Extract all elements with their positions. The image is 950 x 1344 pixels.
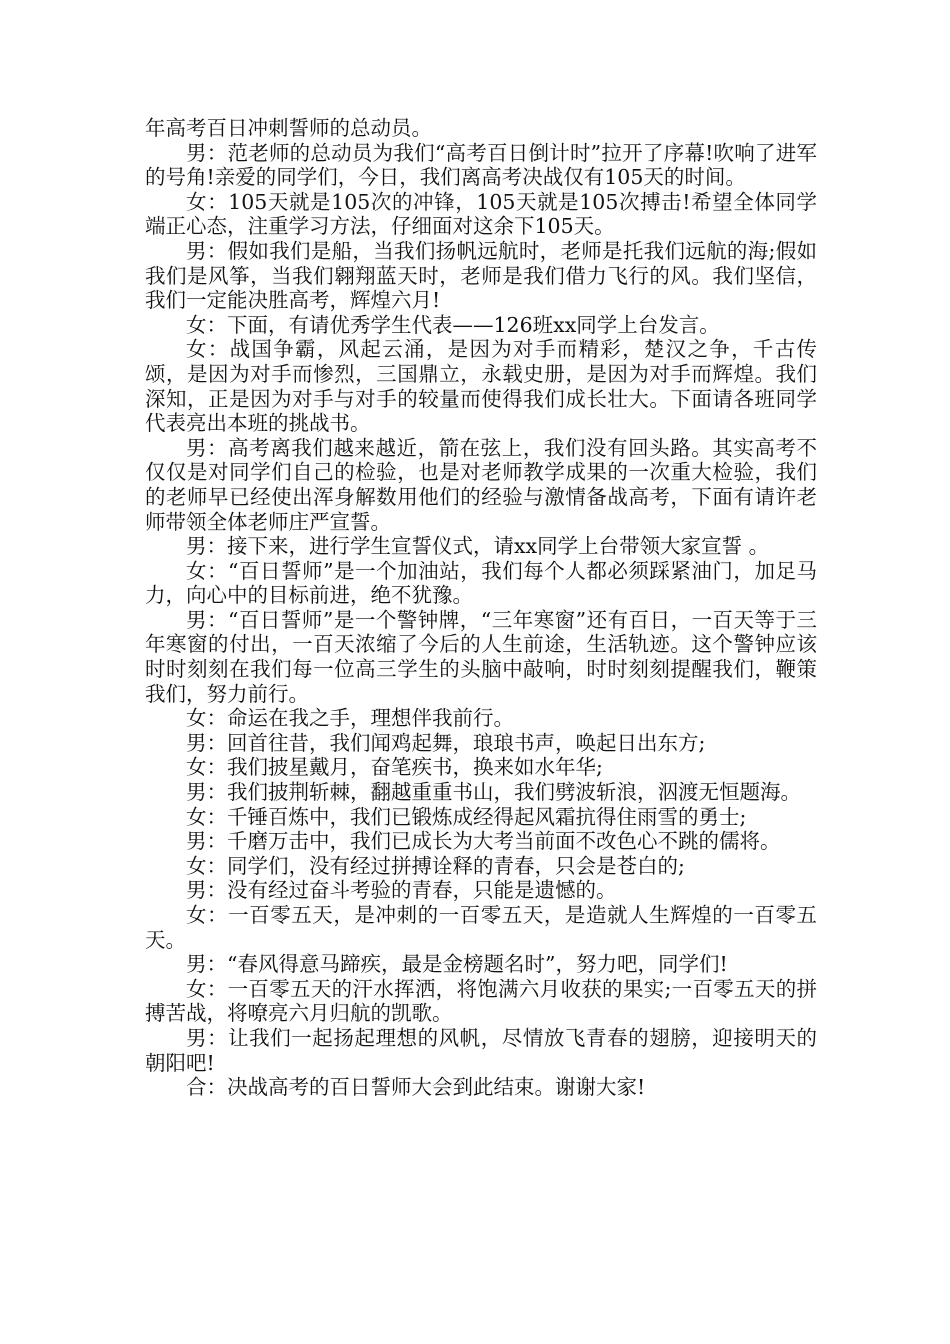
paragraph: 女：千锤百炼中，我们已锻炼成经得起风霜抗得住雨雪的勇士; [186,804,747,829]
paragraph: 女：一百零五天，是冲刺的一百零五天，是造就人生辉煌的一百零五天。 [145,903,817,952]
paragraph: 男：“百日誓师”是一个警钟牌，“三年寒窗”还有百日，一百天等于三年寒窗的付出，一百天浓缩了今后的人生前途，生活轨迹。这个警钟应该时时刻刻在我们每一位高三学生的头脑中敲响，时时刻刻提醒我们，鞭策我们，努力前行。 [145,607,817,706]
paragraph: 男：高考离我们越来越近，箭在弦上，我们没有回头路。其实高考不仅仅是对同学们自己的检验，也是对老师教学成果的一次重大检验，我们的老师早已经使出浑身解数用他们的经验与激情备战高考，下面有请许老师带领全体老师庄严宣誓。 [145,435,817,534]
paragraph: 男：假如我们是船，当我们扬帆远航时，老师是托我们远航的海;假如我们是风筝，当我们翱翔蓝天时，老师是我们借力飞行的风。我们坚信，我们一定能决胜高考，辉煌六月! [145,238,817,313]
paragraph: 女：下面，有请优秀学生代表——126班xx同学上台发言。 [186,312,720,337]
paragraph: 男：我们披荆斩棘，翻越重重书山，我们劈波斩浪，泅渡无恒题海。 [186,780,801,805]
paragraph: 男：接下来，进行学生宣誓仪式，请xx同学上台带领大家宣誓 。 [186,534,770,559]
paragraph: 男：回首往昔，我们闻鸡起舞，琅琅书声，唤起日出东方; [186,730,706,755]
paragraph: 男：没有经过奋斗考验的青春，只能是遗憾的。 [186,878,617,903]
paragraph: 女：命运在我之手，理想伴我前行。 [186,706,514,731]
paragraph: 女：105天就是105次的冲锋，105天就是105次搏击!希望全体同学端正心态，注重学习方法，仔细面对这余下105天。 [145,189,817,239]
paragraph: 男：千磨万击中，我们已成长为大考当前面不改色心不跳的儒将。 [186,829,781,854]
paragraph: 男：让我们一起扬起理想的风帆，尽情放飞青春的翅膀，迎接明天的朝阳吧! [145,1025,817,1075]
paragraph: 女：战国争霸，风起云涌，是因为对手而精彩，楚汉之争，千古传颂，是因为对手而惨烈，三国鼎立，永载史册，是因为对手而辉煌。我们深知，正是因为对手与对手的较量而使得我们成长壮大。下面请各班同学代表亮出本班的挑战书。 [145,337,817,436]
paragraph: 女：“百日誓师”是一个加油站，我们每个人都必须踩紧油门，加足马力，向心中的目标前进，绝不犹豫。 [145,558,817,608]
paragraph: 女：同学们，没有经过拼搏诠释的青春，只会是苍白的; [186,853,685,878]
paragraph: 合：决战高考的百日誓师大会到此结束。谢谢大家! [186,1075,646,1100]
paragraph: 女：一百零五天的汗水挥洒，将饱满六月收获的果实;一百零五天的拼搏苦战，将嘹亮六月归航的凯歌。 [145,976,817,1026]
paragraph: 女：我们披星戴月，奋笔疾书，换来如水年华; [186,755,603,780]
paragraph: 年高考百日冲刺誓师的总动员。 [145,116,432,140]
document-body [145,116,817,1100]
paragraph: 男：范老师的总动员为我们“高考百日倒计时”拉开了序幕!吹响了进军的号角!亲爱的同学们，今日，我们离高考决战仅有105天的时间。 [145,140,817,190]
paragraph: 男：“春风得意马蹄疾，最是金榜题名时”，努力吧，同学们! [186,952,728,977]
